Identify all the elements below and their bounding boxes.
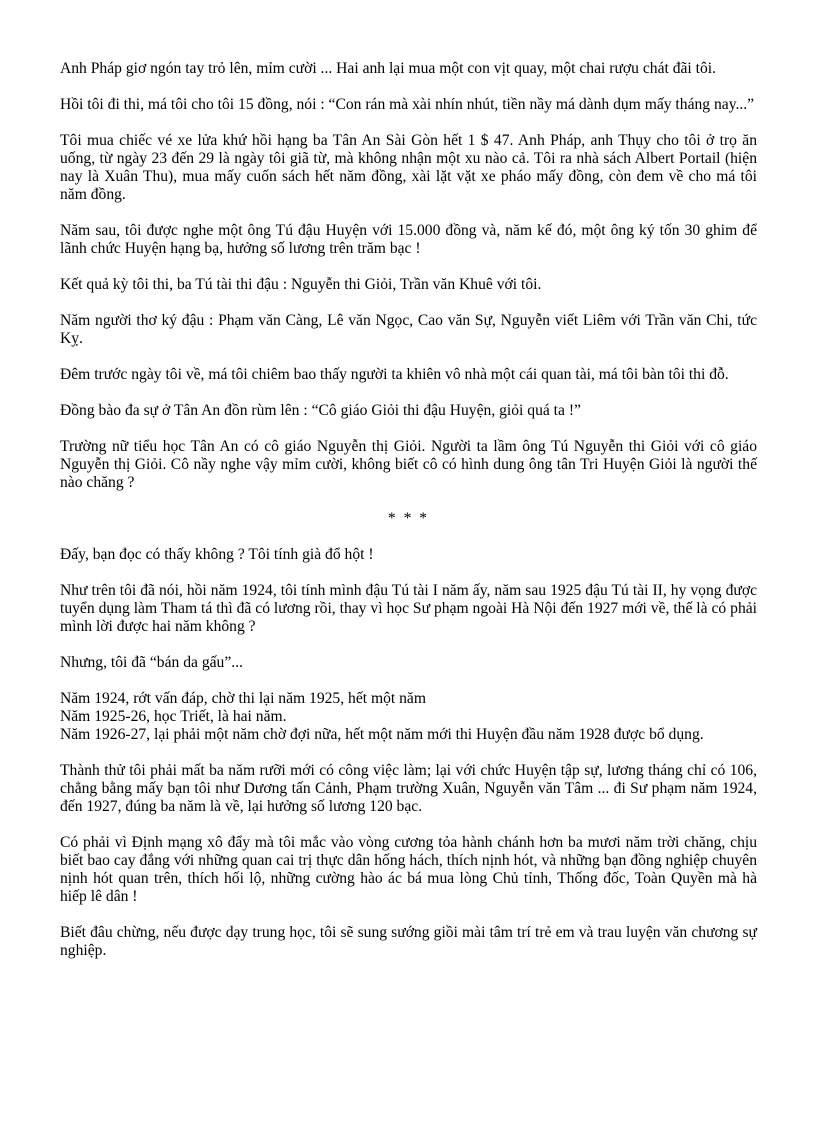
paragraph: Năm người thơ ký đậu : Phạm văn Càng, Lê văn Ngọc, Cao văn Sự, Nguyễn viết Liêm với Trần văn Chi, tức Kỵ.: [60, 312, 757, 347]
document-page: [60, 60, 757, 978]
section-separator: * * *: [387, 510, 430, 527]
paragraph: Nhưng, tôi đã “bán da gấu”...: [60, 654, 243, 671]
paragraph: Năm sau, tôi được nghe một ông Tú đậu Huyện với 15.000 đồng và, năm kế đó, một ông ký tốn 30 ghim để lãnh chức Huyện hạng bạ, hưởng số lương trên trăm bạc !: [60, 222, 757, 257]
paragraph: Hồi tôi đi thi, má tôi cho tôi 15 đồng, nói : “Con rán mà xài nhín nhút, tiền nầy má dành dụm mấy tháng nay...”: [60, 96, 755, 113]
paragraph: Có phải vì Định mạng xô đẩy mà tôi mắc vào vòng cương tỏa hành chánh hơn ba mươi năm trời chăng, chịu biết bao cay đắng với những quan cai trị thực dân hống hách, thích nịnh hót, và những bạn đồng nghiệp chuyên nịnh hót quan trên, thích hối lộ, những cường hào ác bá mua lòng Chủ tỉnh, Thống đốc, Toàn Quyền mà hà hiếp lê dân !: [60, 834, 757, 905]
paragraph: Đồng bào đa sự ở Tân An đồn rùm lên : “Cô giáo Giỏi thi đậu Huyện, giỏi quá ta !”: [60, 402, 581, 419]
year-line: Năm 1926-27, lại phải một năm chờ đợi nữa, hết một năm mới thi Huyện đầu năm 1928 được bổ dụng.: [60, 726, 704, 743]
paragraph: Như trên tôi đã nói, hồi năm 1924, tôi tính mình đậu Tú tài I năm ấy, năm sau 1925 đậu Tú tài II, hy vọng được tuyển dụng làm Tham tá thì đã có lương rồi, thay vì học Sư phạm ngoài Hà Nội đến 1927 mới về, thế là có phải mình lời được hai năm không ?: [60, 582, 757, 635]
paragraph: Thành thử tôi phải mất ba năm rưỡi mới có công việc làm; lại với chức Huyện tập sự, lương tháng chỉ có 106, chẳng bằng mấy bạn tôi như Dương tấn Cảnh, Phạm trường Xuân, Nguyễn văn Tâm ... đi Sư phạm năm 1924, đến 1927, đúng ba năm là về, lại hưởng số lương 120 bạc.: [60, 762, 757, 815]
paragraph: Biết đâu chừng, nếu được dạy trung học, tôi sẽ sung sướng giồi mài tâm trí trẻ em và trau luyện văn chương sự nghiệp.: [60, 924, 757, 959]
paragraph: Đấy, bạn đọc có thấy không ? Tôi tính già đổ hột !: [60, 546, 374, 563]
paragraph: Kết quả kỳ tôi thi, ba Tú tài thi đậu : Nguyễn thi Giỏi, Trần văn Khuê với tôi.: [60, 276, 542, 293]
paragraph: Trường nữ tiểu học Tân An có cô giáo Nguyễn thị Giỏi. Người ta lầm ông Tú Nguyễn thi Giỏi với cô giáo Nguyễn thị Giỏi. Cô nầy nghe vậy mỉm cười, không biết cô có hình dung ông tân Tri Huyện Giỏi là người thế nào chăng ?: [60, 438, 757, 491]
year-list: [60, 690, 757, 744]
year-line: Năm 1924, rớt vấn đáp, chờ thi lại năm 1925, hết một năm: [60, 690, 426, 707]
paragraph: Tôi mua chiếc vé xe lửa khứ hồi hạng ba Tân An Sài Gòn hết 1 $ 47. Anh Pháp, anh Thụy cho tôi ở trọ ăn uống, từ ngày 23 đến 29 là ngày tôi giã từ, mà không nhận một xu nào cả. Tôi ra nhà sách Albert Portail (hiện nay là Xuân Thu), mua mấy cuốn sách hết năm đồng, xài lặt vặt xe pháo mấy đồng, còn đem về cho má tôi năm đồng.: [60, 132, 757, 203]
paragraph: Anh Pháp giơ ngón tay trỏ lên, mỉm cười ... Hai anh lại mua một con vịt quay, một chai rượu chát đãi tôi.: [60, 60, 717, 77]
paragraph: Đêm trước ngày tôi về, má tôi chiêm bao thấy người ta khiên vô nhà một cái quan tài, má tôi bàn tôi thi đỗ.: [60, 366, 729, 383]
year-line: Năm 1925-26, học Triết, là hai năm.: [60, 708, 287, 725]
